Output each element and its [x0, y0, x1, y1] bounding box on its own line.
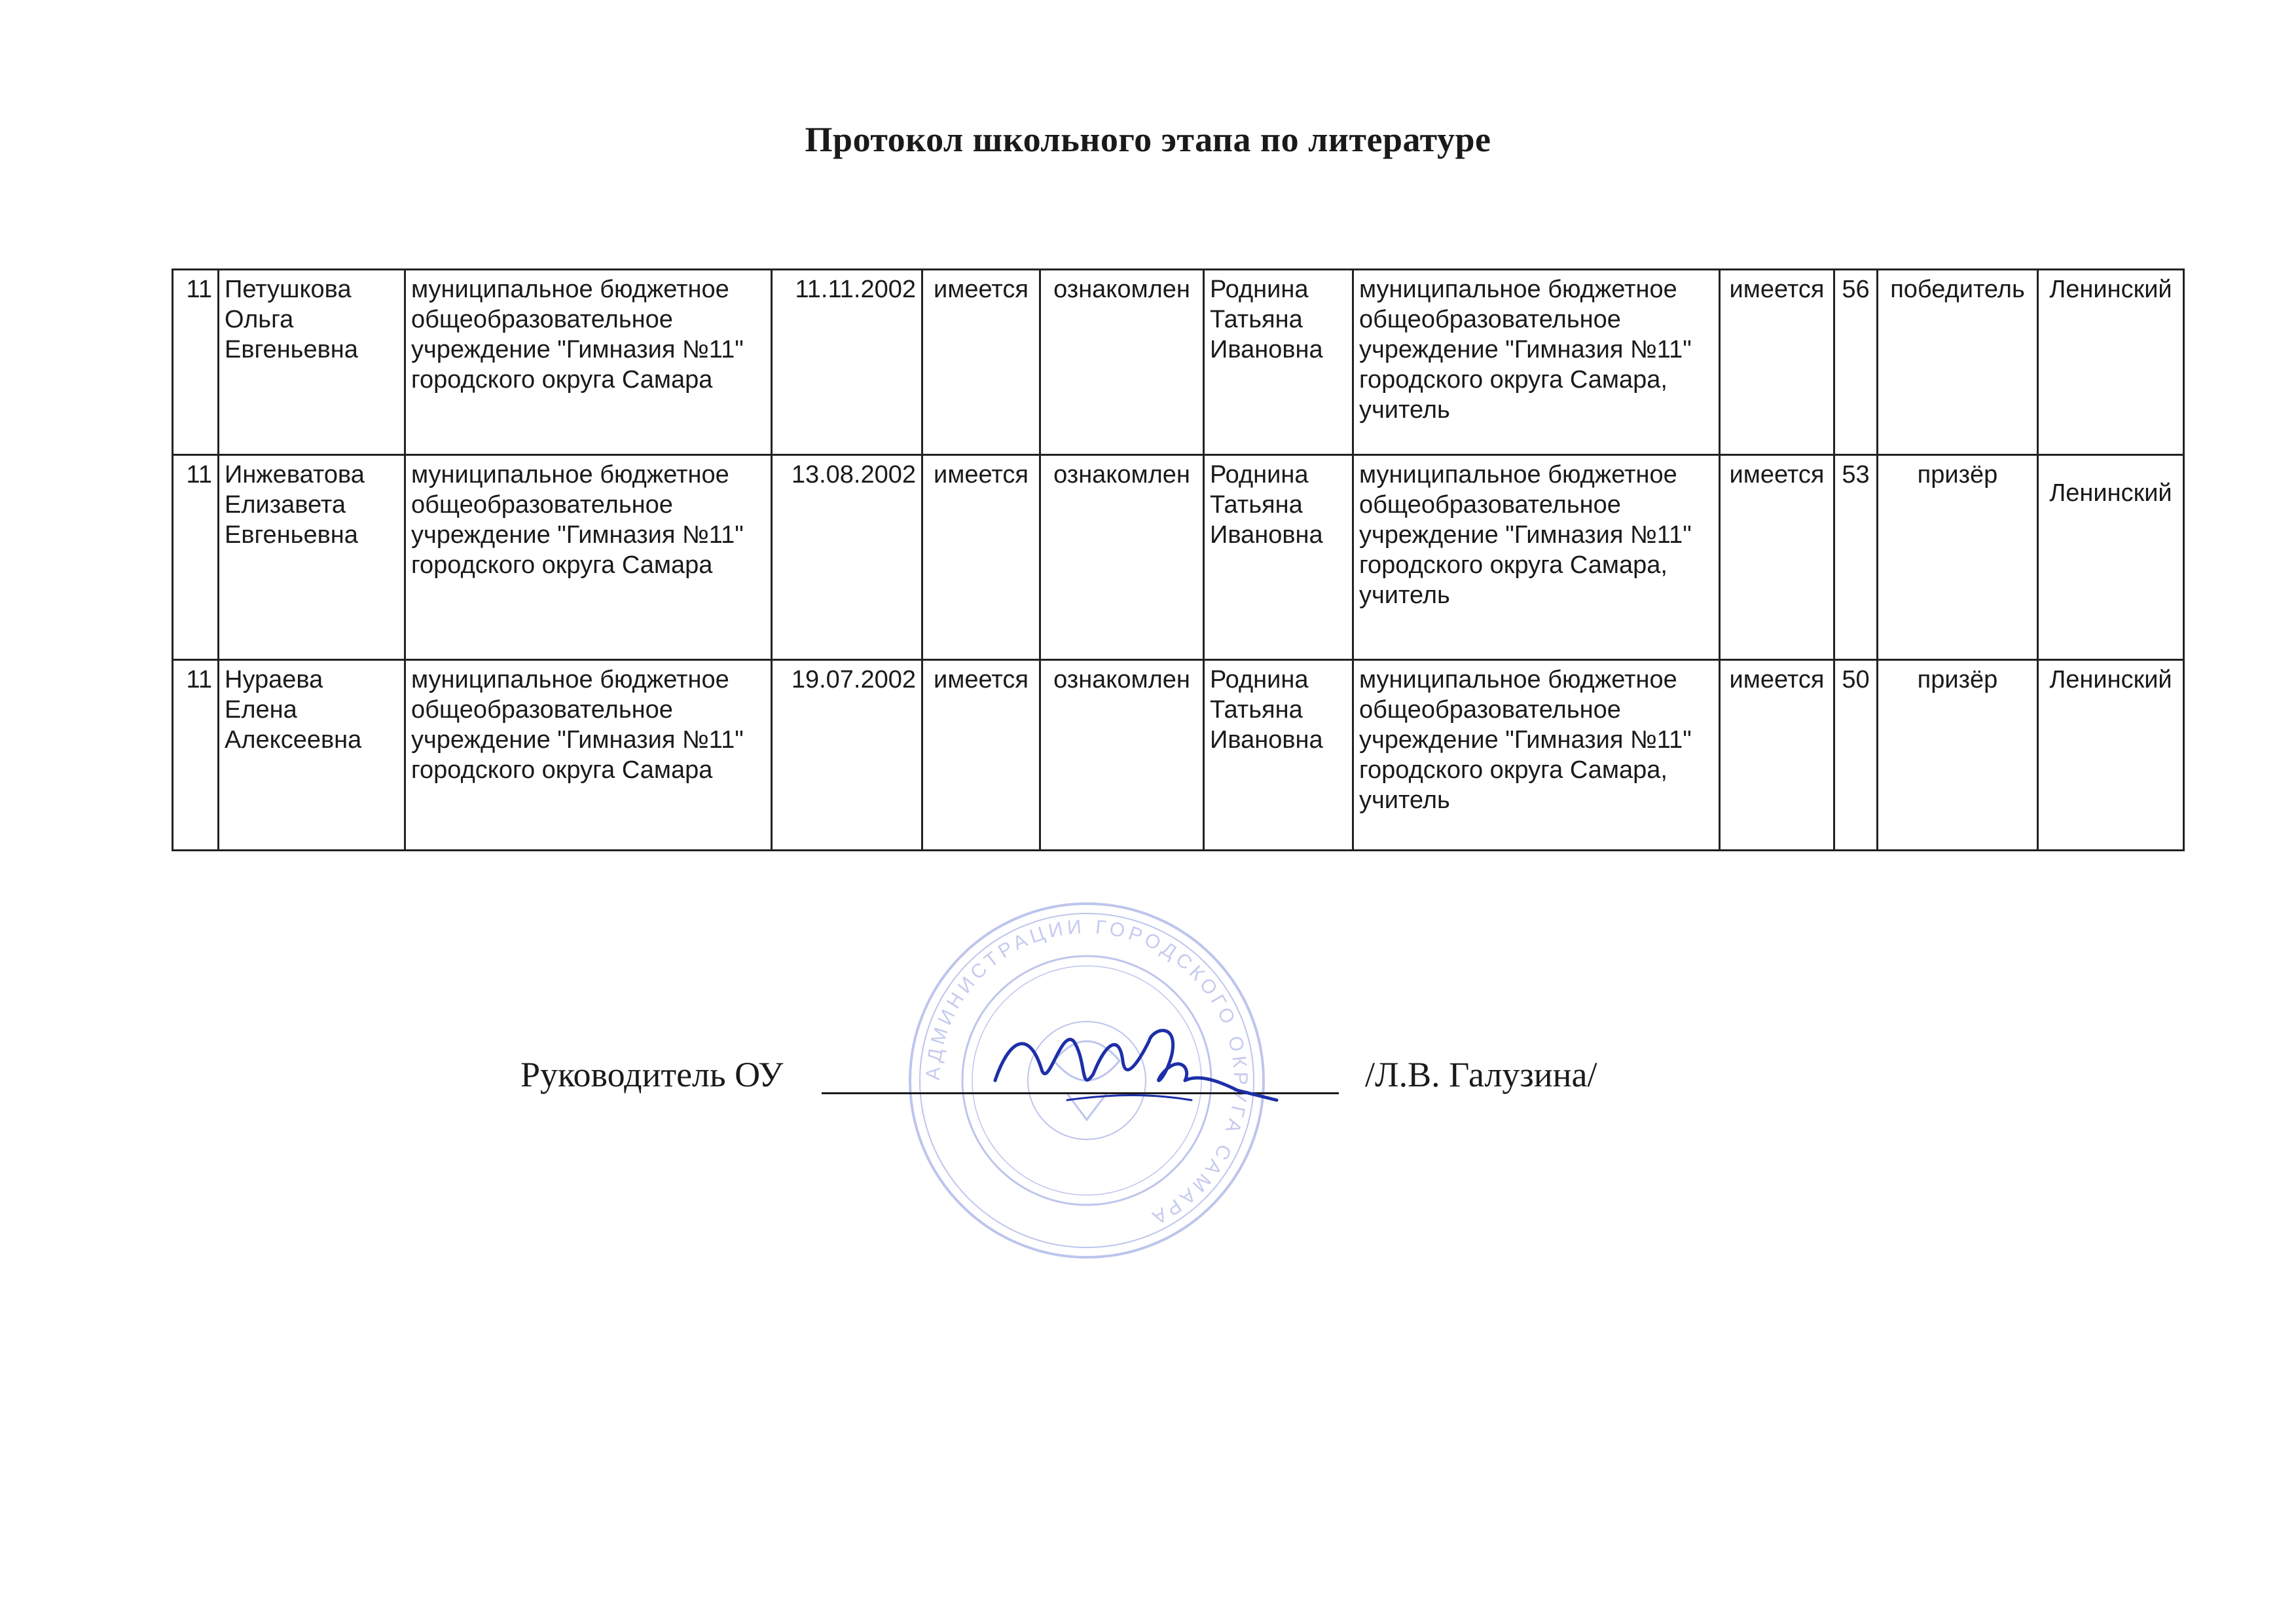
birthdate-cell: 13.08.2002 — [772, 455, 922, 660]
birthdate-cell: 19.07.2002 — [772, 660, 922, 851]
school-cell: муниципальное бюджетное общеобразовательное учреждение "Гимназия №11" городского округа Самара — [405, 660, 772, 851]
status2-cell: ознакомлен — [1040, 270, 1204, 455]
school-cell: муниципальное бюджетное общеобразовательное учреждение "Гимназия №11" городского округа Самара — [405, 455, 772, 660]
status3-cell: имеется — [1720, 660, 1834, 851]
status1-cell: имеется — [922, 270, 1040, 455]
district-cell: Ленинский — [2038, 660, 2184, 851]
result-cell: призёр — [1878, 660, 2038, 851]
signer-label: Руководитель ОУ — [520, 1055, 784, 1094]
participant-name-cell: Петушкова Ольга Евгеньевна — [219, 270, 405, 455]
teacher-workplace-cell: муниципальное бюджетное общеобразовательное учреждение "Гимназия №11" городского округа Самара, учитель — [1353, 270, 1720, 455]
grade-cell: 11 — [173, 660, 219, 851]
birthdate-cell: 11.11.2002 — [772, 270, 922, 455]
grade-cell: 11 — [173, 455, 219, 660]
teacher-cell: Роднина Татьяна Ивановна — [1204, 270, 1353, 455]
table-row — [173, 455, 2184, 660]
participant-name-cell: Нураева Елена Алексеевна — [219, 660, 405, 851]
handwritten-signature-icon — [982, 1002, 1283, 1113]
signer-name: /Л.В. Галузина/ — [1365, 1055, 1597, 1094]
participant-name-cell: Инжеватова Елизавета Евгеньевна — [219, 455, 405, 660]
score-cell: 56 — [1834, 270, 1878, 455]
result-cell: победитель — [1878, 270, 2038, 455]
status3-cell: имеется — [1720, 455, 1834, 660]
table-row — [173, 660, 2184, 851]
school-cell: муниципальное бюджетное общеобразовательное учреждение "Гимназия №11" городского округа Самара — [405, 270, 772, 455]
status3-cell: имеется — [1720, 270, 1834, 455]
district-cell: Ленинский — [2038, 455, 2184, 660]
result-cell: призёр — [1878, 455, 2038, 660]
score-cell: 53 — [1834, 455, 1878, 660]
score-cell: 50 — [1834, 660, 1878, 851]
results-table — [172, 268, 2185, 851]
status2-cell: ознакомлен — [1040, 455, 1204, 660]
status1-cell: имеется — [922, 455, 1040, 660]
district-cell: Ленинский — [2038, 270, 2184, 455]
status2-cell: ознакомлен — [1040, 660, 1204, 851]
stamp-text: АДМИНИСТРАЦИИ ГОРОДСКОГО ОКРУГА САМАРА — [922, 915, 1252, 1230]
table-row — [173, 270, 2184, 455]
teacher-cell: Роднина Татьяна Ивановна — [1204, 660, 1353, 851]
grade-cell: 11 — [173, 270, 219, 455]
status1-cell: имеется — [922, 660, 1040, 851]
teacher-workplace-cell: муниципальное бюджетное общеобразовательное учреждение "Гимназия №11" городского округа Самара, учитель — [1353, 455, 1720, 660]
document-title: Протокол школьного этапа по литературе — [805, 120, 1491, 159]
teacher-workplace-cell: муниципальное бюджетное общеобразовательное учреждение "Гимназия №11" городского округа Самара, учитель — [1353, 660, 1720, 851]
teacher-cell: Роднина Татьяна Ивановна — [1204, 455, 1353, 660]
